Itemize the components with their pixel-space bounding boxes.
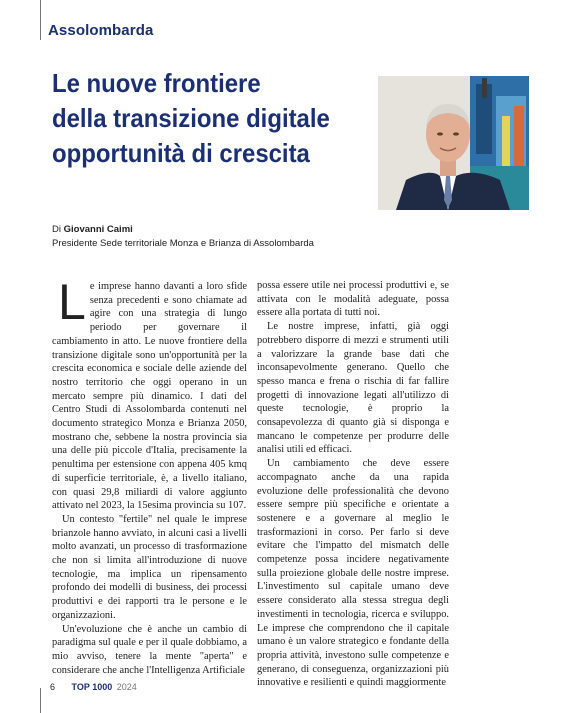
body-paragraph-text: e imprese hanno davanti a loro sfide senza precedenti e sono chiamate ad agire con una strategia di lungo periodo per governare il cambiamento in atto. Le nuove frontiere della transizione digitale sono un'opportunità per la crescita economica e sociale delle aziende del nostro territorio che oggi operano in un mercato sempre più dinamico. I dati del Centro Studi di Assolombarda contenuti nel documento strategico Monza e Brianza 2050, mostrano che, sebbene la nostra provincia sia una delle più piccole d'Italia, precisamente la penultima per estensione con appena 405 kmq di superficie territoriale, è, a livello italiano, con quasi 29,8 miliardi di valore aggiunto attivato nel 2023, la 15esima provincia su 107. — [52, 281, 247, 512]
body-paragraph: Un cambiamento che deve essere accompagnato anche da una rapida evoluzione delle professionalità che devono essere sempre più specifiche e orientate a sostenere e a governare al meglio le trasformazioni in corso. Per farlo si deve evitare che l'impatto del mismatch delle competenze possa incidere negativamente sulla proiezione globale delle nostre imprese. L'investimento sul capitale umano deve essere considerato alla stessa stregua degli investimenti in tecnologia, ricerca e sviluppo. Le imprese che comprendono che il capitale umano è un valore strategico e fondante della propria attività, investono sulle competenze e generano, di conseguenza, organizzazioni più innovative e resilienti e quindi maggiormente — [257, 458, 449, 689]
author-photo — [378, 76, 529, 210]
page-number: 6 — [50, 682, 56, 692]
section-label: Assolombarda — [48, 22, 154, 39]
page-footer — [50, 682, 137, 692]
byline — [52, 223, 314, 251]
byline-prefix: Di — [52, 224, 61, 235]
body-column-right — [257, 279, 449, 690]
body-paragraph: possa essere utile nei processi produttivi e, se attivata con le modalità adeguate, possa essere alla portata di tutti noi. — [257, 280, 449, 319]
headline-line: Le nuove frontiere — [52, 68, 261, 98]
author-name: Giovanni Caimi — [63, 224, 133, 235]
body-column-left — [52, 274, 247, 677]
author-role: Presidente Sede territoriale Monza e Brianza di Assolombarda — [52, 238, 314, 249]
body-paragraph: Un contesto "fertile" nel quale le imprese brianzole hanno avviato, in alcuni casi a livelli molto avanzati, un processo di trasformazione che non si limita all'introduzione di nuove tecnologie, ma implica un ripensamento profondo dei modelli di business, dei processi produttivi e dei rapporti tra le persone e le organizzazioni. — [52, 513, 247, 621]
headline — [52, 66, 346, 171]
margin-rule-top — [40, 0, 41, 40]
publication-year: 2024 — [116, 682, 137, 692]
body-paragraph: Un'evoluzione che è anche un cambio di paradigma sul quale e per il quale dobbiamo, a mio avviso, tenere la mente "aperta" e considerare che anche l'Intelligenza Artificiale — [52, 623, 247, 676]
headline-line: della transizione digitale — [52, 103, 330, 133]
body-paragraph: Le nostre imprese, infatti, già oggi potrebbero disporre di mezzi e strumenti utili a valorizzare la grande base dati che inconsapevolmente generano. Quello che spesso manca e frena o rischia di far fallire progetti di innovazione legati all'utilizzo di queste tecnologie, è proprio la consapevolezza di quanto già si disponga e mancano le competenze per produrre delle analisi utili ed efficaci. — [257, 321, 449, 456]
publication-name: TOP 1000 — [71, 682, 113, 692]
body-paragraph — [52, 274, 247, 513]
headline-line: opportunità di crescita — [52, 138, 310, 168]
dropcap: L — [58, 274, 86, 330]
byline-author-line — [52, 223, 314, 237]
margin-rule-bottom — [40, 688, 41, 713]
